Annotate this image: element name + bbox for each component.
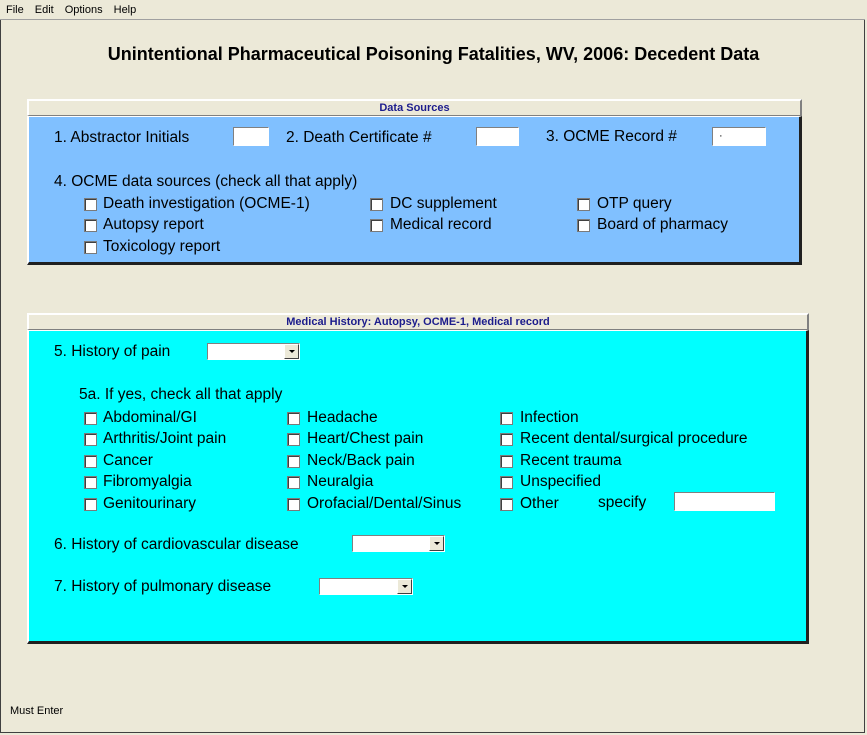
autopsy-report-label: Autopsy report [103, 216, 204, 233]
board-of-pharmacy-label: Board of pharmacy [597, 216, 728, 233]
ocme-record-input[interactable]: · [712, 127, 766, 146]
pain-genitourinary-label: Genitourinary [103, 495, 197, 512]
toxicology-report-checkbox[interactable] [84, 241, 97, 254]
pain-other-checkbox[interactable] [500, 498, 513, 511]
pain-neuralgia-checkbox[interactable] [287, 476, 300, 489]
medical-record-label: Medical record [390, 216, 492, 233]
history-of-pain-select[interactable] [207, 343, 300, 360]
pain-unspecified-label: Unspecified [520, 473, 601, 490]
pain-arthritis-label: Arthritis/Joint pain [103, 430, 227, 447]
toxicology-report-label: Toxicology report [103, 238, 221, 255]
pain-infection-checkbox[interactable] [500, 412, 513, 425]
cardiovascular-label: 6. History of cardiovascular disease [54, 536, 299, 553]
pain-recent-trauma-checkbox[interactable] [500, 455, 513, 468]
form-title: Unintentional Pharmaceutical Poisoning Fatalities, WV, 2006: Decedent Data [107, 44, 760, 64]
menu-edit[interactable]: Edit [34, 3, 54, 16]
otp-query-checkbox[interactable] [577, 198, 590, 211]
specify-input[interactable] [674, 492, 775, 511]
ocme-sources-label: 4. OCME data sources (check all that apply) [54, 173, 358, 190]
abstractor-initials-label: 1. Abstractor Initials [54, 129, 190, 146]
pain-neck-back-checkbox[interactable] [287, 455, 300, 468]
otp-query-label: OTP query [597, 195, 672, 212]
menu-options[interactable]: Options [64, 3, 103, 16]
pain-fibromyalgia-checkbox[interactable] [84, 476, 97, 489]
menu-bar [0, 0, 865, 20]
pain-orofacial-label: Orofacial/Dental/Sinus [307, 495, 462, 512]
chevron-down-icon[interactable] [284, 344, 299, 359]
pain-types-label: 5a. If yes, check all that apply [79, 386, 283, 403]
pain-neuralgia-label: Neuralgia [307, 473, 374, 490]
pulmonary-select[interactable] [319, 578, 413, 595]
pain-neck-back-label: Neck/Back pain [307, 452, 415, 469]
dc-supplement-label: DC supplement [390, 195, 497, 212]
pain-heart-label: Heart/Chest pain [307, 430, 424, 447]
pain-cancer-checkbox[interactable] [84, 455, 97, 468]
death-investigation-label: Death investigation (OCME-1) [103, 195, 310, 212]
medical-history-header: Medical History: Autopsy, OCME-1, Medical record [27, 313, 809, 330]
board-of-pharmacy-checkbox[interactable] [577, 219, 590, 232]
death-investigation-checkbox[interactable] [84, 198, 97, 211]
pain-unspecified-checkbox[interactable] [500, 476, 513, 489]
pain-orofacial-checkbox[interactable] [287, 498, 300, 511]
death-certificate-input[interactable] [476, 127, 519, 146]
cardiovascular-select[interactable] [352, 535, 445, 552]
pain-other-label: Other [520, 495, 559, 512]
ocme-record-label: 3. OCME Record # [546, 128, 677, 145]
menu-file[interactable]: File [6, 3, 24, 16]
history-of-pain-label: 5. History of pain [54, 343, 171, 360]
pain-dental-surgical-label: Recent dental/surgical procedure [520, 430, 748, 447]
pain-fibromyalgia-label: Fibromyalgia [103, 473, 192, 490]
medical-record-checkbox[interactable] [370, 219, 383, 232]
pain-dental-surgical-checkbox[interactable] [500, 433, 513, 446]
pain-genitourinary-checkbox[interactable] [84, 498, 97, 511]
pain-recent-trauma-label: Recent trauma [520, 452, 622, 469]
menu-help[interactable]: Help [113, 3, 137, 16]
chevron-down-icon[interactable] [397, 579, 412, 594]
dc-supplement-checkbox[interactable] [370, 198, 383, 211]
pain-headache-checkbox[interactable] [287, 412, 300, 425]
pain-heart-checkbox[interactable] [287, 433, 300, 446]
specify-label: specify [598, 494, 647, 511]
abstractor-initials-input[interactable] [233, 127, 269, 146]
pain-arthritis-checkbox[interactable] [84, 433, 97, 446]
pain-abdominal-label: Abdominal/GI [103, 409, 197, 426]
pulmonary-label: 7. History of pulmonary disease [54, 578, 272, 595]
pain-cancer-label: Cancer [103, 452, 153, 469]
pain-headache-label: Headache [307, 409, 378, 426]
autopsy-report-checkbox[interactable] [84, 219, 97, 232]
death-certificate-label: 2. Death Certificate # [286, 129, 432, 146]
status-text: Must Enter [10, 705, 64, 717]
chevron-down-icon[interactable] [429, 536, 444, 551]
pain-infection-label: Infection [520, 409, 579, 426]
data-sources-header: Data Sources [27, 99, 802, 116]
pain-abdominal-checkbox[interactable] [84, 412, 97, 425]
